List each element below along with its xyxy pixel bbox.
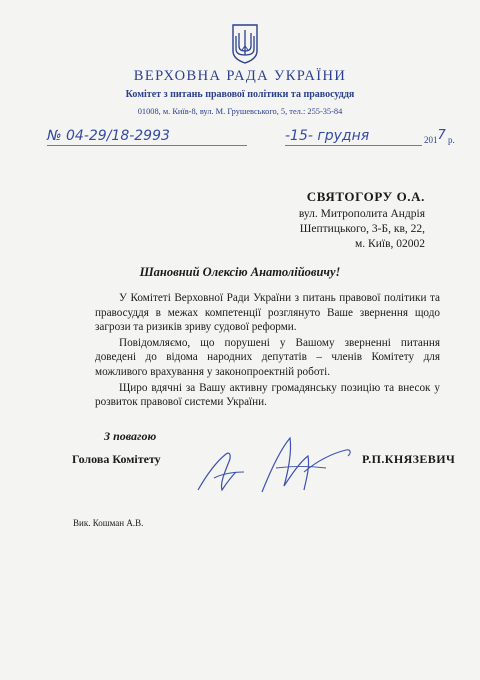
org-title: ВЕРХОВНА РАДА УКРАЇНИ <box>133 68 347 84</box>
addressee-line-3: м. Київ, 02002 <box>355 238 425 250</box>
signatory-name: Р.П.КНЯЗЕВИЧ <box>362 452 456 466</box>
body-paragraph-1: У Комітеті Верховної Ради України з питань правової політики та правосуддя в межах компетенції розглянуто Ваше звернення щодо загрози та ризиків зриву судової реформи. <box>95 292 440 334</box>
letter-body <box>95 291 440 410</box>
executor-note: Вик. Кошман А.В. <box>73 518 144 528</box>
closing-regards: З повагою <box>104 429 157 443</box>
org-subtitle: Комітет з питань правової політики та правосуддя <box>125 89 355 100</box>
salutation: Шановний Олексію Анатолійовичу! <box>139 265 341 279</box>
signatory-title: Голова Комітету <box>72 452 161 466</box>
year-suffix: р. <box>448 135 455 145</box>
registration-date: -15- грудня <box>285 127 422 146</box>
body-paragraph-3: Щиро вдячні за Вашу активну громадянську позицію та внесок у розвиток правової системи України. <box>95 381 440 409</box>
signature-icon <box>192 432 362 500</box>
trident-emblem-icon <box>232 24 258 64</box>
body-paragraph-2: Повідомляємо, що порушені у Вашому зверненні питання доведені до відома народних депутатів – членів Комітету для можливого врахування у законопроектній роботі. <box>95 336 440 378</box>
registration-year <box>424 128 455 147</box>
addressee-line-1: вул. Митрополита Андрія <box>298 208 425 220</box>
addressee-name: СВЯТОГОРУ О.А. <box>306 189 425 204</box>
year-printed: 201 <box>424 135 438 145</box>
year-handwritten: 7 <box>437 128 446 143</box>
org-address: 01008, м. Київ-8, вул. М. Грушевського, 5, тел.: 255-35-84 <box>137 107 343 116</box>
addressee-line-2: Шептицького, 3-Б, кв, 22, <box>299 223 425 235</box>
registration-number: № 04-29/18-2993 <box>47 127 247 146</box>
